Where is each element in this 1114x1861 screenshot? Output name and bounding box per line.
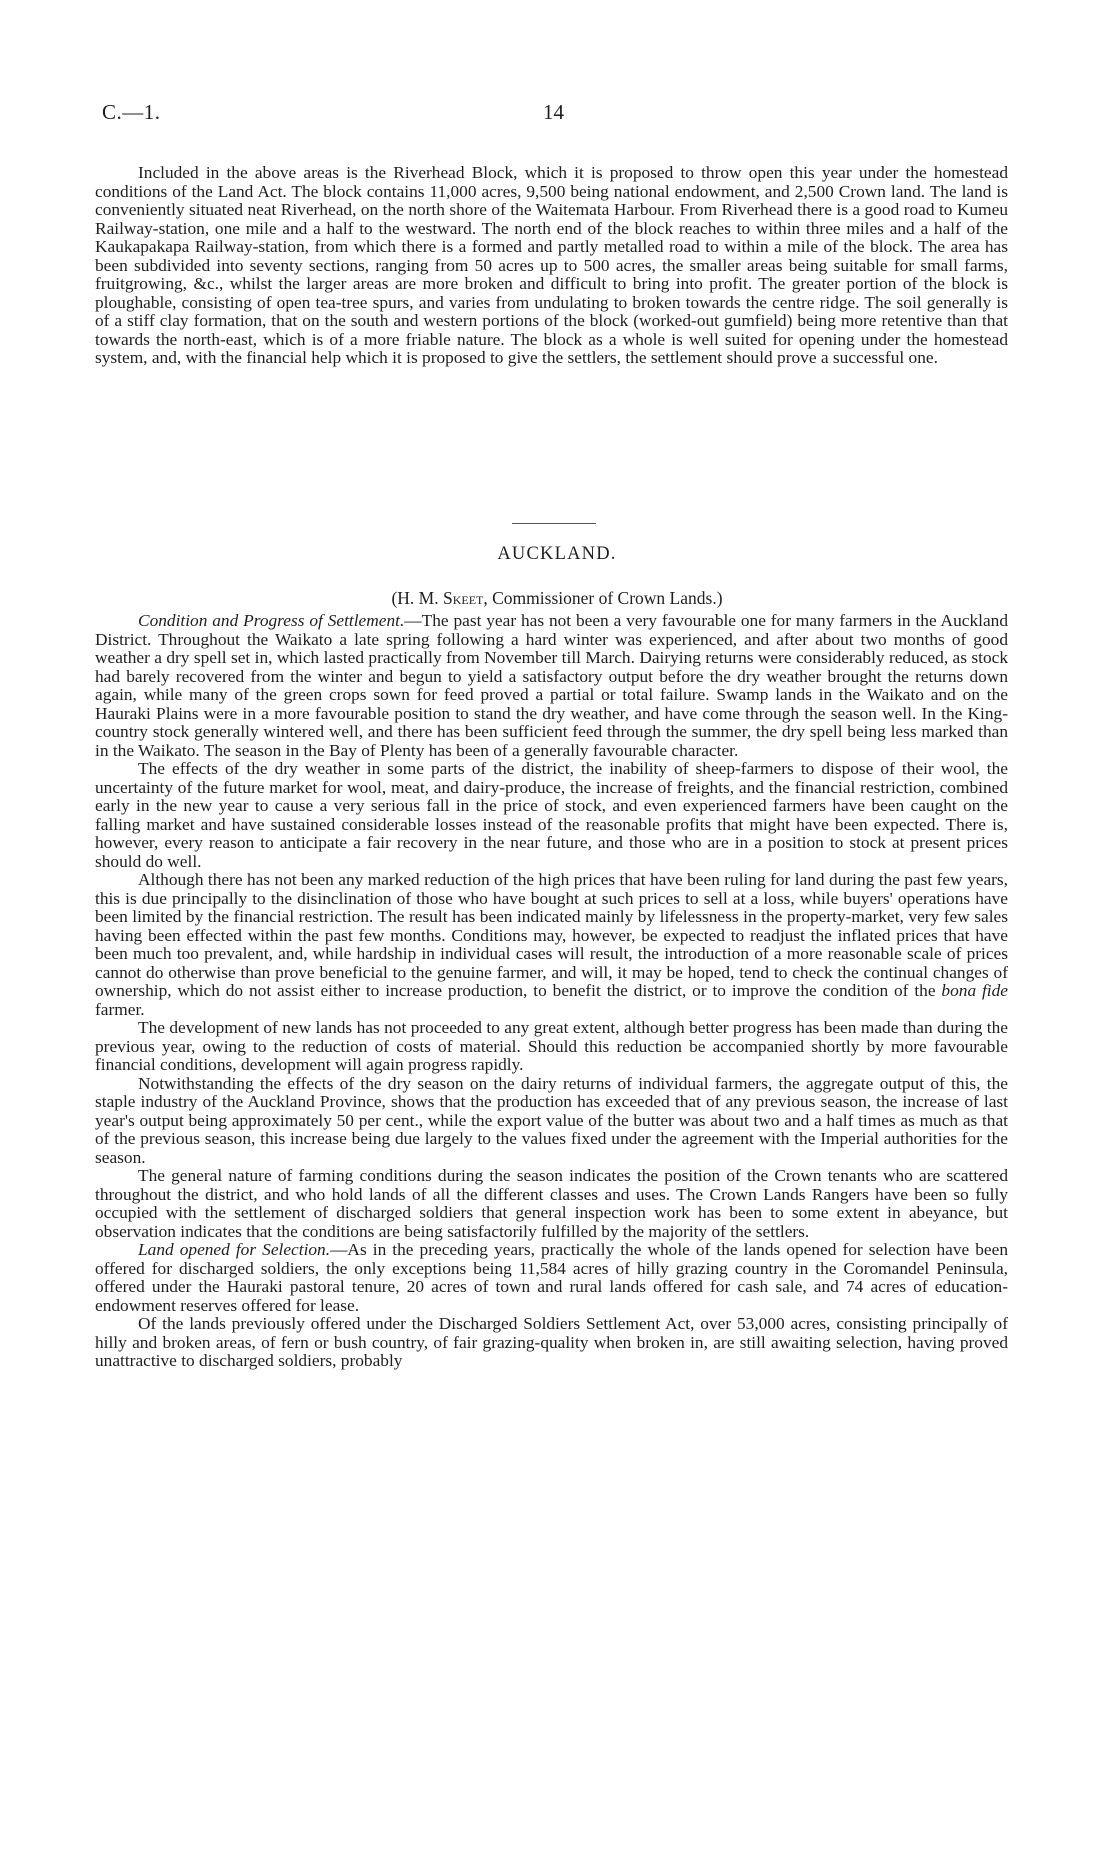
intro-text-block bbox=[95, 164, 1008, 368]
paragraph-discharged-soldiers-lands: Of the lands previously offered under the Discharged Soldiers Settlement Act, over 53,000 acres, consisting principally of hilly and broken areas, of fern or bush country, of fair grazing-quality when broken in, are still awaiting selection, having proved unattractive to discharged soldiers, probably bbox=[95, 1314, 1008, 1370]
paragraph-dry-weather-effects: The effects of the dry weather in some parts of the district, the inability of sheep-farmers to dispose of their wool, the uncertainty of the future market for wool, meat, and dairy-produce, the increase of freights, and the financial restriction, combined early in the new year to cause a very serious fall in the price of stock, and even experienced farmers have been caught on the falling market and have sustained considerable losses instead of the reasonable profits that might have been expected. There is, however, every reason to anticipate a fair recovery in the near future, and those who are in a position to stock at present prices should do well. bbox=[95, 759, 1008, 871]
page-header bbox=[102, 100, 1012, 134]
commissioner-line bbox=[0, 588, 1114, 609]
italic-term: bona fide bbox=[941, 981, 1009, 1000]
section-divider bbox=[512, 523, 596, 524]
paragraph-condition-progress bbox=[95, 612, 1008, 760]
paragraph-development: The development of new lands has not proceeded to any great extent, although better progress has been made than during the previous year, owing to the reduction of costs of material. Should this reduction be accompanied shortly by more favourable financial conditions, development will again progress rapidly. bbox=[95, 1018, 1008, 1074]
paragraph-land-opened bbox=[95, 1241, 1008, 1315]
paragraph-dairy-output: Notwithstanding the effects of the dry season on the dairy returns of individual farmers, the aggregate output of this, the staple industry of the Auckland Province, shows that the production has exceeded that of any previous season, the increase of last year's output being approximately 50 per cent., while the export value of the butter was about two and a half times as much as that of the previous season, this increase being due largely to the values fixed under the agreement with the Imperial authorities for the season. bbox=[95, 1073, 1008, 1167]
intro-paragraph: Included in the above areas is the Riverhead Block, which it is proposed to throw open this year under the homestead conditions of the Land Act. The block contains 11,000 acres, 9,500 being national endowment, and 2,500 Crown land. The land is conveniently situated neat Riverhead, on the north shore of the Waitemata Harbour. From Riverhead there is a good road to Kumeu Railway-station, one mile and a half to the westward. The north end of the block reaches to within three miles and a half of the Kaukapakapa Railway-station, from which there is a formed and partly metalled road to within a mile of the block. The area has been subdivided into seventy sections, ranging from 50 acres up to 500 acres, the smaller areas being suitable for small farms, fruitgrowing, &c., whilst the larger areas are more broken and difficult to bring into profit. The greater portion of the block is ploughable, consisting of open tea-tree spurs, and varies from undulating to broken towards the centre ridge. The soil generally is of a stiff clay formation, that on the south and western portions of the block (worked-out gumfield) being more retentive than that towards the north-east, which is of a more friable nature. The block as a whole is well suited for opening under the homestead system, and, with the financial help which it is proposed to give the settlers, the settlement should prove a successful one. bbox=[95, 163, 1008, 367]
commissioner-open: (H. M. bbox=[391, 588, 439, 608]
page-number: 14 bbox=[543, 100, 564, 124]
paragraph-heading: Land opened for Selection. bbox=[138, 1240, 331, 1259]
commissioner-name: Skeet bbox=[442, 588, 484, 608]
paragraph-land-prices bbox=[95, 871, 1008, 1019]
paragraph-crown-tenants: The general nature of farming conditions during the season indicates the position of the Crown tenants who are scattered throughout the district, and who hold lands of all the different classes and uses. The Crown Lands Rangers have been so fully occupied with the settlement of discharged soldiers that general inspection work has been to some extent in abeyance, but observation indicates that the conditions are being satisfactorily fulfilled by the majority of the settlers. bbox=[95, 1166, 1008, 1241]
paragraph-text: farmer. bbox=[95, 999, 145, 1019]
section-heading: AUCKLAND. bbox=[497, 544, 617, 564]
auckland-report-body bbox=[95, 612, 1008, 1371]
paragraph-text: Although there has not been any marked reduction of the high prices that have been ruling for land during the past few years, this is due principally to the disinclination of those who have bought at such prices to sell at a loss, while buyers' operations have been limited by the financial restriction. The result has been indicated mainly by lifelessness in the property-market, very few sales having been effected within the past few months. Conditions may, however, be expected to readjust the inflated prices that have been much too prevalent, and, while hardship in individual cases will result, the introduction of a more reasonable scale of prices cannot do otherwise than prove beneficial to the genuine farmer, and will, it may be hoped, tend to check the continual changes of ownership, which do not assist either to increase production, to benefit the district, or to improve the condition of the bbox=[95, 870, 1008, 1000]
commissioner-title: , Commissioner of Crown Lands.) bbox=[483, 588, 723, 608]
paragraph-heading: Condition and Progress of Settlement. bbox=[138, 611, 405, 630]
paragraph-text: —The past year has not been a very favourable one for many farmers in the Auckland District. Throughout the Waikato a late spring following a hard winter was experienced, and after about two months of good weather a dry spell set in, which lasted practically from November till March. Dairying returns were considerably reduced, as stock had barely recovered from the winter and begun to yield a satisfactory output before the dry weather brought the returns down again, while many of the green crops sown for feed proved a partial or total failure. Swamp lands in the Waikato and on the Hauraki Plains were in a more favourable position to stand the dry weather, and have come through the season well. In the King-country stock generally wintered well, and there has been sufficient feed through the summer, the dry spell being less marked than in the Waikato. The season in the Bay of Plenty has been of a generally favourable character. bbox=[95, 611, 1008, 760]
document-reference: C.—1. bbox=[102, 100, 161, 124]
paragraph-text: —As in the preceding years, practically the whole of the lands opened for selection have been offered for discharged soldiers, the only exceptions being 11,584 acres of hilly grazing country in the Coromandel Peninsula, offered under the Hauraki pastoral tenure, 20 acres of town and rural lands offered for cash sale, and 74 acres of education-endowment reserves offered for lease. bbox=[95, 1240, 1009, 1315]
